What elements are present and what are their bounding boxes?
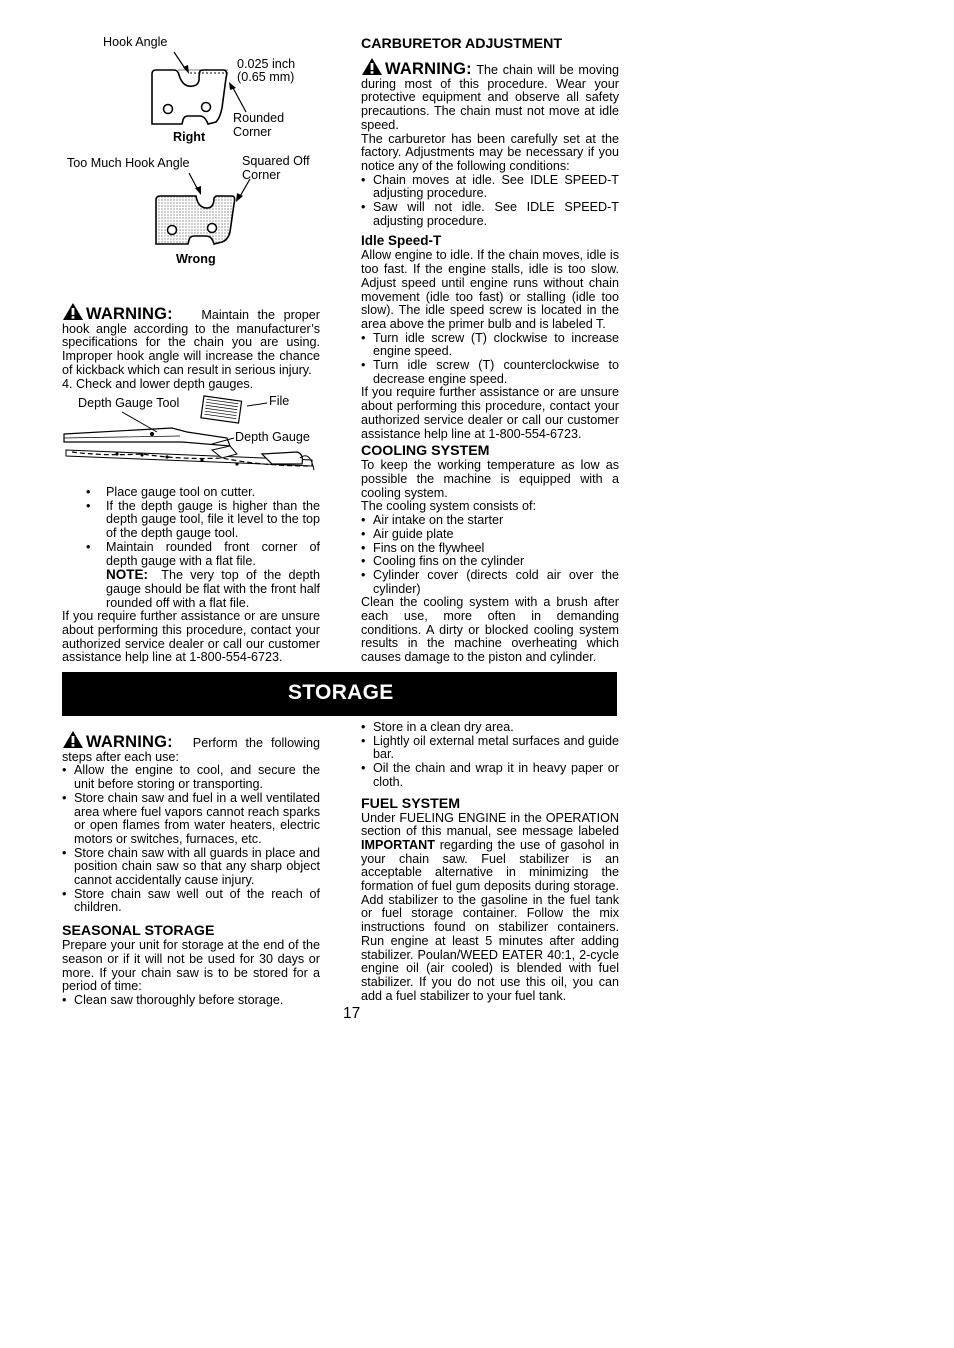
warning-text: The chain will be moving during most of this procedure. Wear your protective equipment and observe all safety precautions. The chain must not move at idle speed. — [361, 63, 619, 132]
list-item: • Store in a clean dry area. — [361, 721, 619, 735]
label-hook-angle: Hook Angle — [103, 35, 168, 49]
arrow-rounded-corner — [226, 80, 256, 116]
carburetor-text: The carburetor has been carefully set at the factory. Adjustments may be necessary if you notice any of the following conditions: — [361, 131, 619, 173]
label-corner-2: Corner — [242, 168, 281, 182]
right-column-top — [361, 36, 619, 665]
carburetor-bullet-list — [361, 174, 619, 229]
list-item: • Store chain saw and fuel in a well ventilated area where fuel vapors cannot reach sparks or open flames from water heaters, electric motors or switches, furnaces, etc. — [62, 792, 320, 847]
seasonal-bullet-list — [62, 994, 320, 1008]
note-text: The very top of the depth gauge should be flat with the front half rounded off with a flat file. — [106, 568, 320, 610]
cooling-bullet-list — [361, 514, 619, 596]
list-item: • If the depth gauge is higher than the depth gauge tool, file it level to the top of the depth gauge tool. — [62, 500, 320, 541]
arrow-too-much-hook — [186, 170, 210, 198]
list-item: • Lightly oil external metal surfaces and guide bar. — [361, 735, 619, 762]
warning-triangle-icon — [62, 302, 84, 321]
storage-left-column — [62, 730, 320, 1008]
cooling-heading: COOLING SYSTEM — [361, 443, 490, 460]
list-item: • Store chain saw with all guards in place and position chain saw so that any sharp object cannot accidentally cause injury. — [62, 847, 320, 888]
seasonal-storage-heading: SEASONAL STORAGE — [62, 923, 215, 940]
fuel-system-heading: FUEL SYSTEM — [361, 795, 461, 812]
label-right: Right — [173, 130, 206, 144]
label-depth-gauge: Depth Gauge — [235, 430, 310, 444]
label-too-much-hook: Too Much Hook Angle — [67, 156, 190, 170]
note-label: NOTE: — [106, 567, 148, 583]
cooling-text: To keep the working temperature as low as possible the machine is equipped with a cooling system. — [361, 458, 619, 500]
label-rounded: Rounded — [233, 111, 285, 125]
label-wrong: Wrong — [176, 252, 216, 266]
warning-triangle-icon — [361, 57, 383, 76]
storage-banner — [62, 672, 617, 716]
carburetor-heading: CARBURETOR ADJUSTMENT — [361, 36, 562, 52]
idle-bullet-list — [361, 332, 619, 387]
label-inch-value: 0.025 inch — [237, 57, 296, 71]
assist-text-left: If you require further assistance or are unsure about performing this procedure, contact your authorized service dealer or call our customer assistance help line at 1-800-554-6723. — [62, 609, 320, 665]
label-file: File — [269, 394, 290, 408]
cooling-clean-text: Clean the cooling system with a brush after each use, more often in demanding conditions. A dirty or blocked cooling system results in the machine overheating which causes damage to the piston and cylinder. — [361, 595, 619, 665]
label-corner-1: Corner — [233, 125, 272, 139]
list-item: • Allow the engine to cool, and secure the unit before storing or transporting. — [62, 764, 320, 791]
list-item: • Fins on the flywheel — [361, 542, 619, 556]
warning-text: Perform the following steps after each use: — [62, 736, 320, 764]
arrow-hook-angle — [170, 48, 200, 78]
label-mm-value: (0.65 mm) — [237, 70, 295, 84]
label-depth-gauge-tool: Depth Gauge Tool — [78, 396, 180, 410]
arrow-squared-corner — [232, 176, 256, 206]
storage-right-bullet-list — [361, 721, 619, 790]
depth-gauge-drawing — [62, 394, 320, 482]
fuel-text-part-2: regarding the use of gasohol in your chain saw. Fuel stabilizer is an acceptable alternative in minimizing the formation of fuel gum deposits during storage. Add stabilizer to the gasoline in the fuel tank or fuel storage container. Follow the mix instructions found on stabilizer containers. Run engine at least 5 minutes after adding stabilizer. Poulan/WEED EATER 40:1, 2-cycle engine oil (air cooled) is blended with fuel stabilizer. If you do not use this oil, you can add a fuel stabilizer to your fuel tank. — [361, 837, 620, 1003]
list-item: • Cooling fins on the cylinder — [361, 555, 619, 569]
label-squared-off: Squared Off — [242, 154, 310, 168]
list-item: • Place gauge tool on cutter. — [62, 486, 320, 500]
storage-bullet-list — [62, 764, 320, 915]
page-number: 17 — [343, 1005, 361, 1022]
gauge-bullet-list — [62, 486, 320, 568]
warning-label: WARNING: — [385, 60, 472, 78]
storage-title: STORAGE — [288, 681, 394, 704]
list-item: • Oil the chain and wrap it in heavy paper or cloth. — [361, 762, 619, 789]
warning-carburetor — [361, 57, 619, 133]
warning-storage — [62, 730, 320, 764]
list-item: • Store chain saw well out of the reach of children. — [62, 888, 320, 915]
fuel-system-text — [361, 812, 619, 1004]
warning-label: WARNING: — [86, 305, 173, 323]
fuel-text-part-1: Under FUELING ENGINE in the OPERATION section of this manual, see message labeled — [361, 810, 619, 839]
warning-label: WARNING: — [86, 733, 173, 751]
list-item: • Clean saw thoroughly before storage. — [62, 994, 320, 1008]
list-item: • Chain moves at idle. See IDLE SPEED-T adjusting procedure. — [361, 174, 619, 201]
fuel-important: IMPORTANT — [361, 837, 435, 852]
warning-hook-angle — [62, 302, 320, 378]
list-item: • Air guide plate — [361, 528, 619, 542]
seasonal-storage-text: Prepare your unit for storage at the end of the season or if it will not be used for 30 days or more. If your chain saw is to be stored for a period of time: — [62, 938, 320, 994]
note — [62, 568, 320, 610]
cooling-consists: The cooling system consists of: — [361, 499, 536, 514]
list-item: • Air intake on the starter — [361, 514, 619, 528]
warning-text: Maintain the proper hook angle according to the manufacturer’s specifications for the chain you are using. Improper hook angle will increase the chance of kickback which can result in serious injury. — [62, 308, 320, 377]
warning-triangle-icon — [62, 730, 84, 749]
storage-right-column — [361, 721, 619, 1003]
step-4: 4. Check and lower depth gauges. — [62, 376, 254, 391]
list-item: • Turn idle screw (T) clockwise to increase engine speed. — [361, 332, 619, 359]
list-item: • Cylinder cover (directs cold air over the cylinder) — [361, 569, 619, 596]
list-item: • Turn idle screw (T) counterclockwise to decrease engine speed. — [361, 359, 619, 386]
left-column-bullets — [62, 486, 320, 665]
list-item: • Maintain rounded front corner of depth gauge with a flat file. — [62, 541, 320, 568]
idle-speed-heading: Idle Speed-T — [361, 233, 442, 249]
idle-speed-text: Allow engine to idle. If the chain moves, idle is too fast. If the engine stalls, idle is too slow. Adjust speed until engine runs without chain movement (idle too fast) or stalling (idle too slow). The idle speed screw is located in the area above the primer bulb and is labeled T. — [361, 248, 619, 331]
assist-text-right: If you require further assistance or are unsure about performing this procedure, contact your authorized service dealer or call our customer assistance help line at 1-800-554-6723. — [361, 385, 619, 441]
list-item: • Saw will not idle. See IDLE SPEED-T adjusting procedure. — [361, 201, 619, 228]
left-column-top — [62, 302, 320, 391]
